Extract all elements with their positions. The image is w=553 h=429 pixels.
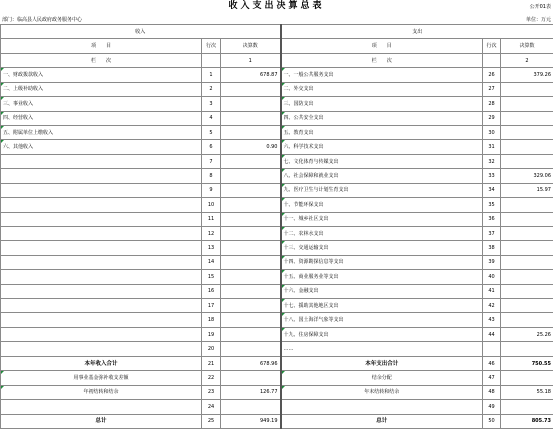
table-row — [1, 140, 553, 154]
expense-item-name: 五、教育支出 — [281, 125, 483, 139]
expense-amount — [501, 97, 553, 111]
expense-amount — [501, 255, 553, 269]
annual-total-row — [1, 356, 553, 370]
expense-line-number: 44 — [483, 327, 501, 341]
carry-out-line: 48 — [483, 385, 501, 399]
income-line-number: 9 — [202, 183, 221, 197]
income-line-number: 6 — [202, 140, 221, 154]
income-item-name: 六、其他收入 — [1, 140, 202, 154]
income-amount — [221, 313, 281, 327]
table-row — [1, 342, 553, 357]
expense-amount — [501, 313, 553, 327]
balance-alloc-line: 47 — [483, 371, 501, 385]
income-line-number: 19 — [202, 327, 221, 341]
income-line-number: 10 — [202, 198, 221, 212]
expense-item-name: 十一、城乡社区支出 — [281, 212, 483, 226]
table-row — [1, 68, 553, 82]
section-header-row — [1, 25, 553, 39]
expense-item-name: 十六、金融支出 — [281, 284, 483, 298]
expense-amount — [501, 154, 553, 168]
grand-total-left-line: 25 — [202, 414, 221, 428]
income-column-label: 栏 次 — [1, 53, 202, 67]
expense-line-number: 33 — [483, 169, 501, 183]
income-amount — [221, 198, 281, 212]
expense-line-number: 34 — [483, 183, 501, 197]
grand-total-right-line: 50 — [483, 414, 501, 428]
income-item-name: 三、事业收入 — [1, 97, 202, 111]
table-row — [1, 241, 553, 255]
income-amount — [221, 125, 281, 139]
expense-amount-header: 决算数 — [501, 39, 553, 53]
expense-item-name: 十、节能环保支出 — [281, 198, 483, 212]
expense-total-amount: 750.55 — [501, 356, 553, 370]
expense-item-name: 十四、资源勘探信息等支出 — [281, 255, 483, 269]
report-title: 收入支出决算总表 — [228, 1, 325, 11]
income-item-name — [1, 313, 202, 327]
carry-row — [1, 385, 553, 399]
income-item-name: 四、经营收入 — [1, 111, 202, 125]
income-amount — [221, 169, 281, 183]
income-line-number: 8 — [202, 169, 221, 183]
expense-item-name: …… — [281, 342, 483, 357]
expense-item-name: 八、社会保障和就业支出 — [281, 169, 483, 183]
column-number-row — [1, 53, 553, 67]
expense-line-number: 39 — [483, 255, 501, 269]
income-amount: 0.90 — [221, 140, 281, 154]
fund-adjust-line: 22 — [202, 371, 221, 385]
carry-in-amount: 126.77 — [221, 385, 281, 399]
income-column-number: 1 — [221, 53, 281, 67]
table-row — [1, 255, 553, 269]
income-item-name — [1, 284, 202, 298]
expense-item-name: 十九、住房保障支出 — [281, 327, 483, 341]
table-row — [1, 212, 553, 226]
unit-label: 单位：万元 — [525, 17, 551, 23]
income-item-name — [1, 342, 202, 357]
expense-line-number: 29 — [483, 111, 501, 125]
table-row — [1, 183, 553, 197]
expense-line-number: 38 — [483, 241, 501, 255]
income-line-number: 14 — [202, 255, 221, 269]
income-item-name — [1, 255, 202, 269]
carry-in-label: 年初结转和结余 — [1, 385, 202, 399]
expense-item-name: 九、医疗卫生与计划生育支出 — [281, 183, 483, 197]
expense-amount — [501, 198, 553, 212]
income-total-label: 本年收入合计 — [1, 356, 202, 370]
table-row — [1, 125, 553, 139]
income-amount — [221, 255, 281, 269]
income-amount — [221, 226, 281, 240]
income-line-number: 11 — [202, 212, 221, 226]
income-line-number: 2 — [202, 82, 221, 96]
expense-item-name: 三、国防支出 — [281, 97, 483, 111]
income-amount — [221, 342, 281, 357]
balance-alloc-label: 结余分配 — [281, 371, 483, 385]
income-item-name — [1, 154, 202, 168]
grand-total-right-label: 总计 — [281, 414, 483, 428]
fund-adjust-label: 用事业基金弥补收支差额 — [1, 371, 202, 385]
table-row — [1, 313, 553, 327]
table-row — [1, 198, 553, 212]
income-line-number: 3 — [202, 97, 221, 111]
column-header-row — [1, 39, 553, 53]
expense-line-header: 行次 — [483, 39, 501, 53]
table-row — [1, 97, 553, 111]
expense-line-number: 27 — [483, 82, 501, 96]
income-amount — [221, 154, 281, 168]
grand-total-row — [1, 414, 553, 428]
blank-right-line: 49 — [483, 400, 501, 414]
income-line-number: 12 — [202, 226, 221, 240]
income-amount — [221, 82, 281, 96]
income-amount — [221, 183, 281, 197]
expense-amount — [501, 284, 553, 298]
income-line-number: 15 — [202, 270, 221, 284]
income-amount — [221, 241, 281, 255]
expense-amount — [501, 140, 553, 154]
income-amount-header: 决算数 — [221, 39, 281, 53]
expense-column-label: 栏 次 — [281, 53, 483, 67]
income-item-name — [1, 183, 202, 197]
expense-line-number — [483, 342, 501, 357]
income-amount — [221, 111, 281, 125]
grand-total-left-label: 总计 — [1, 414, 202, 428]
expense-item-name: 二、外交支出 — [281, 82, 483, 96]
income-line-header: 行次 — [202, 39, 221, 53]
expense-item-name: 六、科学技术支出 — [281, 140, 483, 154]
form-number: 公开01表 — [529, 4, 551, 10]
income-item-name: 五、附属单位上缴收入 — [1, 125, 202, 139]
income-total-line: 21 — [202, 356, 221, 370]
expense-amount: 15.97 — [501, 183, 553, 197]
expense-item-name: 十二、农林水支出 — [281, 226, 483, 240]
expense-line-number: 41 — [483, 284, 501, 298]
blank-right-label — [281, 400, 483, 414]
expense-line-number: 30 — [483, 125, 501, 139]
expense-line-number: 43 — [483, 313, 501, 327]
expense-total-label: 本年支出合计 — [281, 356, 483, 370]
expense-amount — [501, 299, 553, 313]
expense-line-number: 31 — [483, 140, 501, 154]
income-total-amount: 678.96 — [221, 356, 281, 370]
department-label: 部门：临高县人民政府政务服务中心 — [2, 17, 83, 23]
expense-amount: 25.26 — [501, 327, 553, 341]
blank-left-line: 24 — [202, 400, 221, 414]
income-line-number: 18 — [202, 313, 221, 327]
income-item-name — [1, 327, 202, 341]
income-amount: 678.87 — [221, 68, 281, 82]
grand-total-left-amount: 949.19 — [221, 414, 281, 428]
expense-amount — [501, 111, 553, 125]
expense-amount — [501, 241, 553, 255]
expense-line-number: 37 — [483, 226, 501, 240]
table-row — [1, 169, 553, 183]
expense-total-line: 46 — [483, 356, 501, 370]
income-amount — [221, 270, 281, 284]
expense-column-line — [483, 53, 501, 67]
blank-left-amount — [221, 400, 281, 414]
income-amount — [221, 284, 281, 298]
expense-amount — [501, 212, 553, 226]
fund-adjust-amount — [221, 371, 281, 385]
grand-total-right-amount: 805.73 — [501, 414, 553, 428]
expense-line-number: 35 — [483, 198, 501, 212]
blank-left-label — [1, 400, 202, 414]
income-column-line — [202, 53, 221, 67]
income-item-name — [1, 241, 202, 255]
income-line-number: 17 — [202, 299, 221, 313]
expense-amount — [501, 82, 553, 96]
carry-in-line: 23 — [202, 385, 221, 399]
budget-summary-table — [0, 24, 553, 429]
income-line-number: 16 — [202, 284, 221, 298]
expense-item-name: 七、文化体育与传媒支出 — [281, 154, 483, 168]
expense-item-name: 十七、援助其他地区支出 — [281, 299, 483, 313]
table-row — [1, 226, 553, 240]
income-line-number: 7 — [202, 154, 221, 168]
expense-amount — [501, 342, 553, 357]
expense-line-number: 40 — [483, 270, 501, 284]
fund-adjust-row — [1, 371, 553, 385]
expense-line-number: 32 — [483, 154, 501, 168]
balance-alloc-amount — [501, 371, 553, 385]
income-section-header: 收入 — [1, 25, 281, 39]
blank-row — [1, 400, 553, 414]
table-row — [1, 327, 553, 341]
income-item-name — [1, 212, 202, 226]
expense-line-number: 42 — [483, 299, 501, 313]
carry-out-amount: 55.18 — [501, 385, 553, 399]
expense-item-name: 一、一般公共服务支出 — [281, 68, 483, 82]
income-amount — [221, 97, 281, 111]
table-row — [1, 154, 553, 168]
expense-item-name: 十八、国土海洋气象等支出 — [281, 313, 483, 327]
expense-section-header: 支出 — [281, 25, 553, 39]
carry-out-label: 年末结转和结余 — [281, 385, 483, 399]
income-line-number: 1 — [202, 68, 221, 82]
table-row — [1, 284, 553, 298]
table-row — [1, 299, 553, 313]
expense-line-number: 26 — [483, 68, 501, 82]
income-amount — [221, 299, 281, 313]
expense-line-number: 28 — [483, 97, 501, 111]
income-item-name — [1, 299, 202, 313]
income-item-name — [1, 169, 202, 183]
expense-amount: 379.26 — [501, 68, 553, 82]
expense-column-number: 2 — [501, 53, 553, 67]
income-item-name: 二、上级补助收入 — [1, 82, 202, 96]
income-item-name — [1, 198, 202, 212]
expense-amount — [501, 226, 553, 240]
income-line-number: 20 — [202, 342, 221, 357]
income-item-header: 项 目 — [1, 39, 202, 53]
table-row — [1, 270, 553, 284]
expense-item-name: 四、公共安全支出 — [281, 111, 483, 125]
income-item-name — [1, 270, 202, 284]
expense-line-number: 36 — [483, 212, 501, 226]
table-row — [1, 82, 553, 96]
income-line-number: 5 — [202, 125, 221, 139]
expense-amount — [501, 270, 553, 284]
expense-item-name: 十三、交通运输支出 — [281, 241, 483, 255]
income-line-number: 13 — [202, 241, 221, 255]
blank-right-amount — [501, 400, 553, 414]
expense-amount — [501, 125, 553, 139]
income-item-name: 一、财政拨款收入 — [1, 68, 202, 82]
expense-amount: 329.06 — [501, 169, 553, 183]
income-item-name — [1, 226, 202, 240]
income-amount — [221, 327, 281, 341]
table-row — [1, 111, 553, 125]
expense-item-header: 项 目 — [281, 39, 483, 53]
income-line-number: 4 — [202, 111, 221, 125]
income-amount — [221, 212, 281, 226]
expense-item-name: 十五、商业服务业等支出 — [281, 270, 483, 284]
